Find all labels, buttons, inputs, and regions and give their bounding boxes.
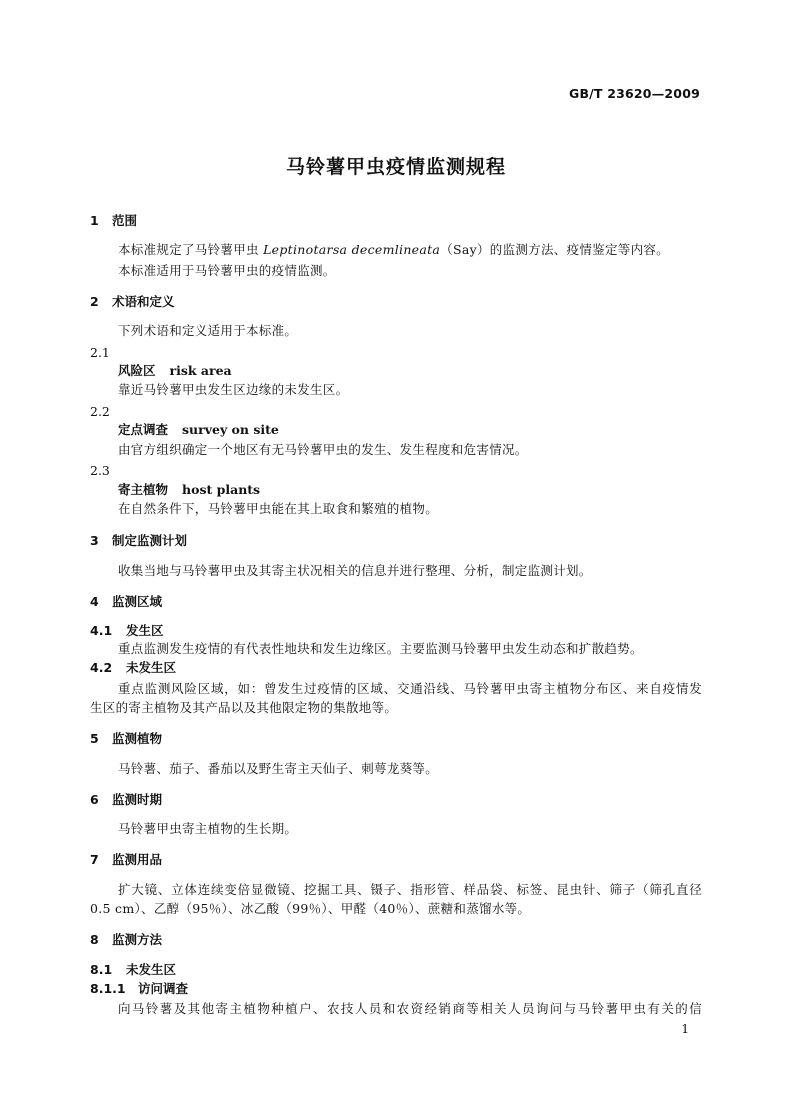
section-7-para-line-1: 扩大镜、立体连续变倍显微镜、挖掘工具、镊子、指形管、样品袋、标签、昆虫针、筛子（筛孔直径 — [118, 882, 702, 897]
term-en: host plants — [182, 482, 261, 497]
section-title: 监测用品 — [112, 852, 163, 867]
term-en: survey on site — [182, 422, 279, 437]
section-8-1-1-para-line-1: 向马铃薯及其他寄主植物种植户、农技人员和农资经销商等相关人员询问与马铃薯甲虫有关的信 — [118, 1001, 702, 1016]
subsection-title: 未发生区 — [126, 660, 177, 675]
section-5-para: 马铃薯、茄子、番茄以及野生寄主天仙子、刺萼龙葵等。 — [118, 761, 439, 776]
section-4-2-para-line-2: 生区的寄主植物及其产品以及其他限定物的集散地等。 — [90, 700, 398, 715]
term-2-1 — [118, 363, 232, 379]
section-number: 8 — [90, 932, 99, 947]
section-5-heading — [90, 731, 162, 747]
term-2-3-number: 2.3 — [90, 463, 110, 478]
term-en: risk area — [169, 363, 232, 378]
section-number: 7 — [90, 852, 99, 867]
subsection-number: 8.1 — [90, 962, 113, 977]
term-zh: 风险区 — [118, 363, 156, 378]
subsubsection-number: 8.1.1 — [90, 981, 126, 996]
section-6-heading — [90, 792, 162, 808]
page-number: 1 — [681, 1022, 689, 1036]
section-4-1-heading — [90, 623, 164, 639]
section-7-para-line-2: 0.5 cm）、乙醇（95％）、冰乙酸（99％）、甲醛（40％）、蔗糖和蒸馏水等。 — [90, 901, 531, 916]
term-2-3 — [118, 482, 260, 498]
section-8-1-1-heading — [90, 981, 188, 997]
term-zh: 定点调查 — [118, 422, 169, 437]
section-number: 3 — [90, 533, 99, 548]
section-8-1-heading — [90, 962, 176, 978]
section-title: 监测植物 — [112, 731, 163, 746]
scientific-name: Leptinotarsa decemlineata — [263, 242, 441, 257]
section-7-heading — [90, 852, 162, 868]
term-2-3-definition: 在自然条件下，马铃薯甲虫能在其上取食和繁殖的植物。 — [118, 501, 439, 516]
section-title: 范围 — [112, 213, 138, 228]
section-3-para: 收集当地与马铃薯甲虫及其寄主状况相关的信息并进行整理、分析，制定监测计划。 — [118, 563, 592, 578]
section-4-heading — [90, 594, 162, 610]
term-zh: 寄主植物 — [118, 482, 169, 497]
section-title: 术语和定义 — [112, 294, 175, 309]
subsubsection-title: 访问调查 — [138, 981, 189, 996]
section-number: 5 — [90, 731, 99, 746]
term-2-2 — [118, 422, 279, 438]
section-4-1-para: 重点监测发生疫情的有代表性地块和发生边缘区。主要监测马铃薯甲虫发生动态和扩散趋势。 — [118, 641, 643, 656]
text: 本标准规定了马铃薯甲虫 — [118, 242, 264, 257]
section-2-heading — [90, 294, 175, 310]
term-2-2-number: 2.2 — [90, 404, 110, 419]
section-title: 监测区域 — [112, 594, 163, 609]
section-3-heading — [90, 533, 187, 549]
section-1-heading — [90, 213, 137, 229]
standard-number: GB/T 23620—2009 — [568, 86, 700, 101]
section-number: 6 — [90, 792, 99, 807]
section-8-heading — [90, 932, 162, 948]
subsection-number: 4.2 — [90, 660, 113, 675]
section-6-para: 马铃薯甲虫寄主植物的生长期。 — [118, 821, 298, 836]
term-2-1-definition: 靠近马铃薯甲虫发生区边缘的未发生区。 — [118, 382, 349, 397]
section-4-2-heading — [90, 660, 176, 676]
term-2-1-number: 2.1 — [90, 345, 110, 360]
section-number: 2 — [90, 294, 99, 309]
term-2-2-definition: 由官方组织确定一个地区有无马铃薯甲虫的发生、发生程度和危害情况。 — [118, 442, 528, 457]
subsection-title: 未发生区 — [126, 962, 177, 977]
section-1-para-2: 本标准适用于马铃薯甲虫的疫情监测。 — [118, 263, 336, 278]
section-2-intro: 下列术语和定义适用于本标准。 — [118, 323, 298, 338]
section-title: 监测时期 — [112, 792, 163, 807]
subsection-number: 4.1 — [90, 623, 113, 638]
section-title: 制定监测计划 — [112, 533, 188, 548]
document-title: 马铃薯甲虫疫情监测规程 — [285, 156, 506, 178]
text: （Say）的监测方法、疫情鉴定等内容。 — [440, 242, 669, 257]
section-1-para-1 — [118, 242, 669, 258]
section-title: 监测方法 — [112, 932, 163, 947]
subsection-title: 发生区 — [126, 623, 164, 638]
section-number: 1 — [90, 213, 99, 228]
section-4-2-para-line-1: 重点监测风险区域，如：曾发生过疫情的区域、交通沿线、马铃薯甲虫寄主植物分布区、来自疫情发 — [118, 681, 702, 696]
section-number: 4 — [90, 594, 99, 609]
